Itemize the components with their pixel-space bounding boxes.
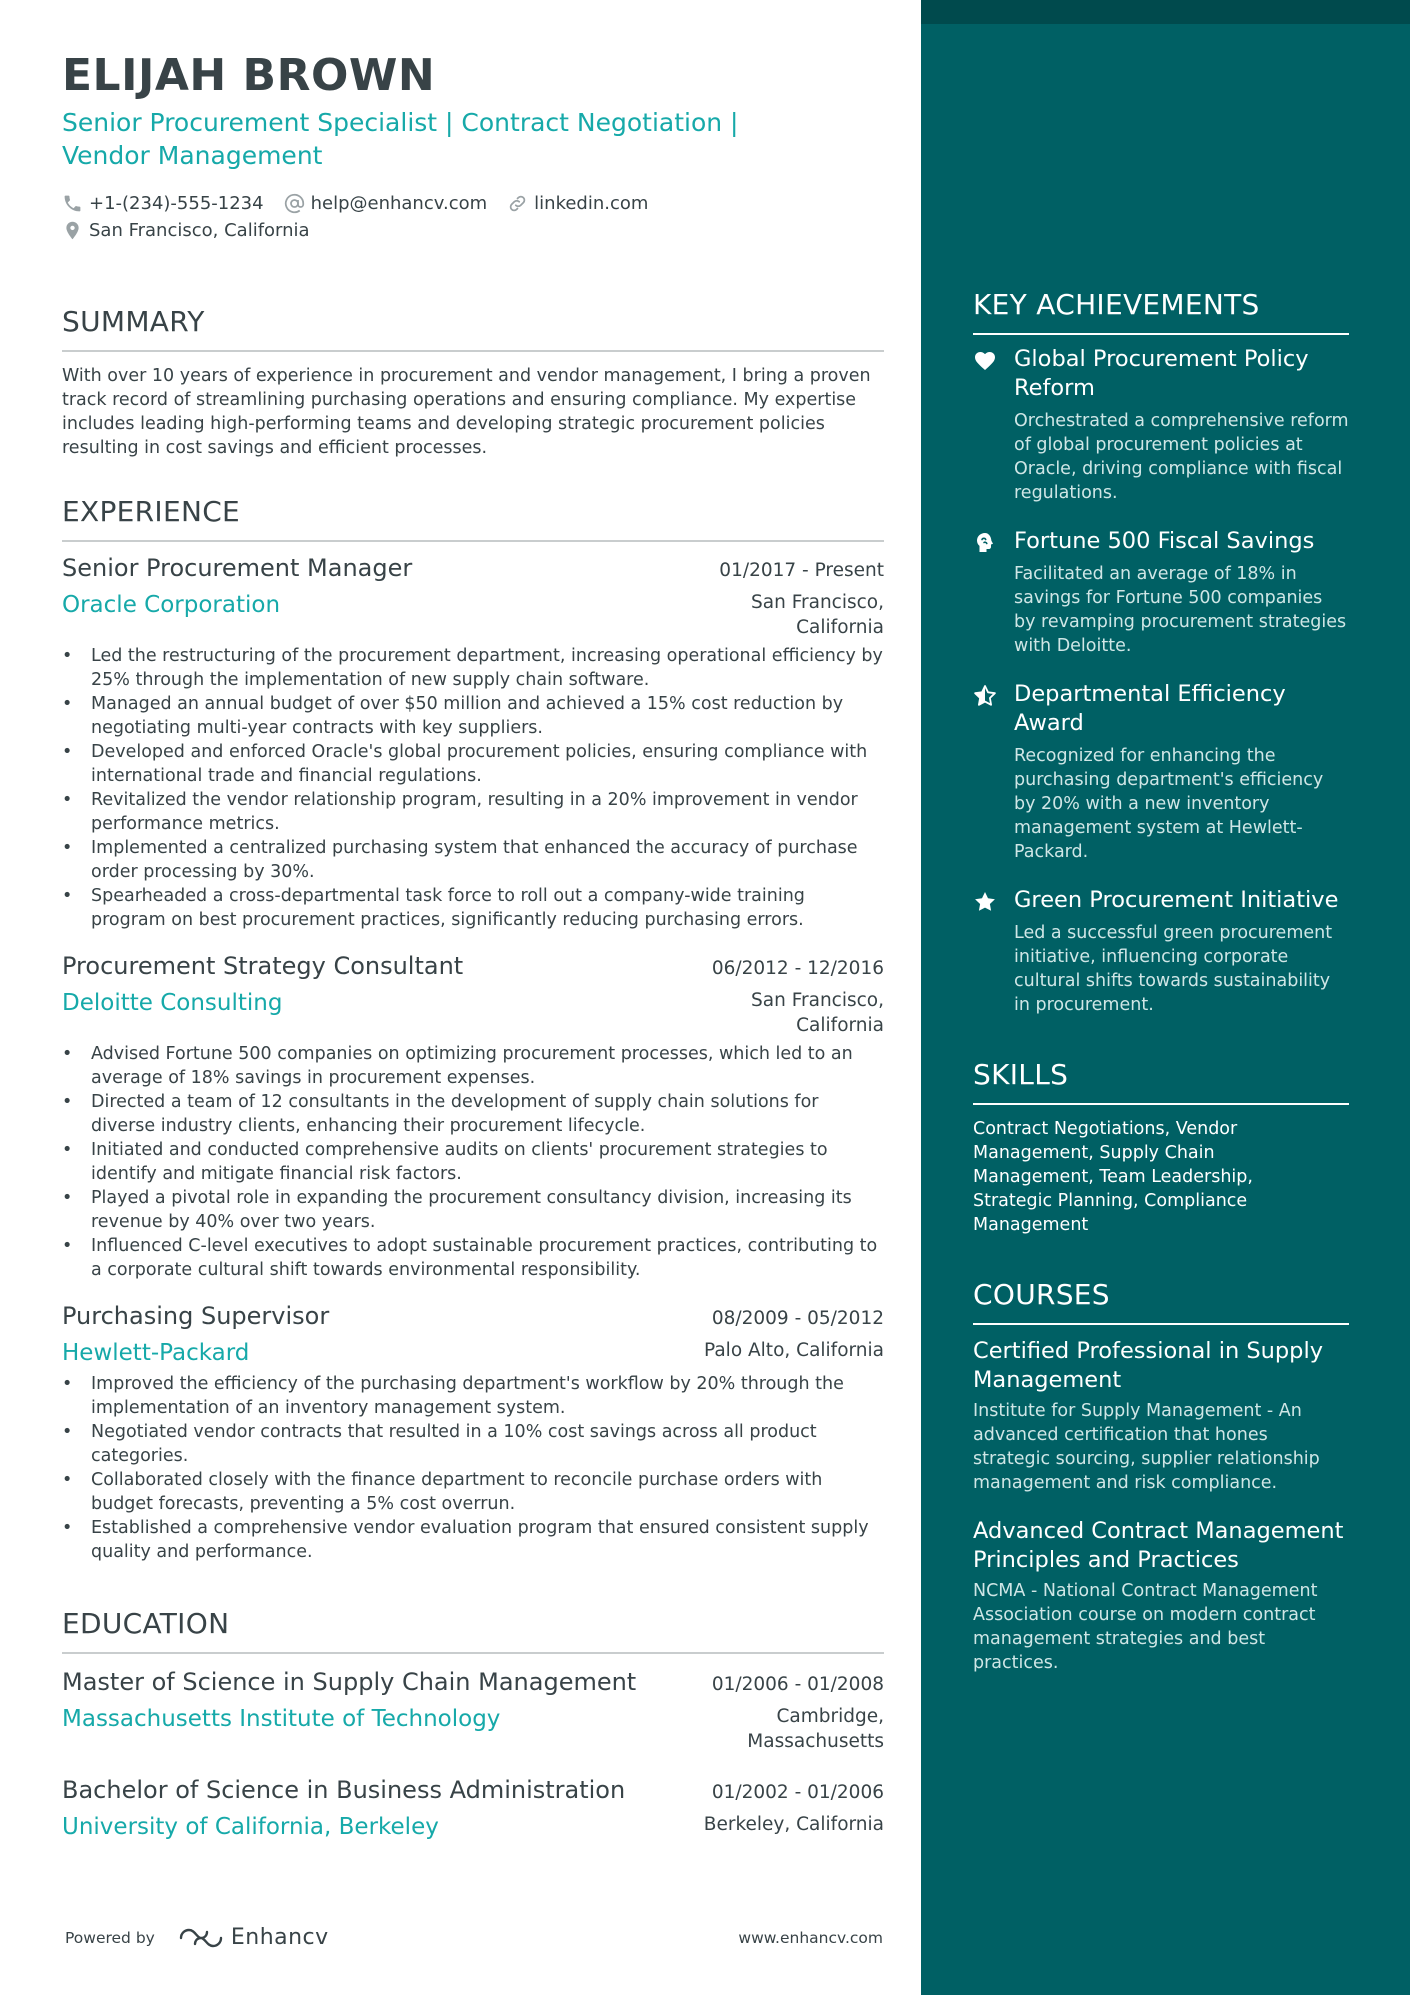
achievement-description: Facilitated an average of 18% in savings for Fortune 500 companies by revamping procurement strategies with Deloitte. <box>1014 564 1347 656</box>
bullet-item: • Implemented a centralized purchasing system that enhanced the accuracy of purchase order processing by 30%. <box>62 836 884 884</box>
experience-section <box>62 494 884 1564</box>
achievement-title: Fortune 500 Fiscal Savings <box>1014 528 1315 554</box>
achievement-description: Orchestrated a comprehensive reform of global procurement policies at Oracle, driving compliance with fiscal regulations. <box>1014 411 1349 503</box>
bullet-item: • Collaborated closely with the finance department to reconcile purchase orders with budget forecasts, preventing a 5% cost overrun. <box>62 1468 884 1516</box>
main-column <box>62 48 884 1842</box>
location-contact <box>62 217 310 244</box>
brain-icon <box>973 531 997 555</box>
summary-text: With over 10 years of experience in procurement and vendor management, I bring a proven track record of streamlining purchasing operations and ensuring compliance. My expertise includes leading high-performing teams and developing strategic procurement policies resulting in cost savings and efficient processes. <box>62 366 871 458</box>
email-contact[interactable] <box>284 190 488 217</box>
job-date: 06/2012 - 12/2016 <box>711 958 884 979</box>
star-icon <box>973 890 997 914</box>
courses-section <box>973 1277 1349 1675</box>
course-description: Institute for Supply Management - An advanced certification that hones strategic sourcing, supplier relationship management and risk compliance. <box>973 1401 1320 1493</box>
job-bullets <box>62 1042 884 1282</box>
phone-icon <box>62 193 83 214</box>
footer <box>65 1925 883 1950</box>
education-entry <box>62 1774 884 1842</box>
phone-text: +1-(234)-555-1234 <box>89 193 264 214</box>
bullet-item: • Managed an annual budget of over $50 million and achieved a 15% cost reduction by negotiating multi-year contracts with key suppliers. <box>62 692 884 740</box>
course-title: Advanced Contract Management Principles and Practices <box>973 1518 1344 1573</box>
education-section <box>62 1606 884 1842</box>
skills-list: Contract Negotiations, Vendor Management, Supply Chain Management, Team Leadership, Strategic Planning, Compliance Management <box>973 1119 1253 1235</box>
job-entry <box>62 552 884 932</box>
sidebar-content <box>973 287 1349 1675</box>
bullet-item: • Advised Fortune 500 companies on optimizing procurement processes, which led to an average of 18% savings in procurement expenses. <box>62 1042 884 1090</box>
achievement-item <box>973 680 1349 864</box>
school-name[interactable]: Massachusetts Institute of Technology <box>62 1706 501 1732</box>
job-entry <box>62 1300 884 1564</box>
bullet-item: • Developed and enforced Oracle's global procurement policies, ensuring compliance with international trade and financial regulations. <box>62 740 884 788</box>
enhancv-logo[interactable] <box>177 1925 329 1950</box>
linkedin-text: linkedin.com <box>534 193 649 214</box>
education-location: Berkeley, California <box>703 1814 884 1835</box>
job-location: San Francisco, California <box>751 990 884 1036</box>
education-heading: EDUCATION <box>62 1606 884 1654</box>
education-date: 01/2006 - 01/2008 <box>711 1674 884 1695</box>
summary-section <box>62 304 884 460</box>
experience-heading: EXPERIENCE <box>62 494 884 542</box>
phone-contact[interactable] <box>62 190 264 217</box>
sidebar <box>921 0 1410 1995</box>
email-text: help@enhancv.com <box>310 193 488 214</box>
bullet-item: • Initiated and conducted comprehensive audits on clients' procurement strategies to identify and mitigate financial risk factors. <box>62 1138 884 1186</box>
half-star-icon <box>973 684 997 708</box>
achievement-title: Green Procurement Initiative <box>1014 887 1339 913</box>
job-bullets <box>62 644 884 932</box>
headline <box>62 106 822 172</box>
courses-heading: COURSES <box>973 1277 1349 1325</box>
headline-line-2: Vendor Management <box>62 141 323 170</box>
bullet-item: • Influenced C-level executives to adopt sustainable procurement practices, contributing to a corporate cultural shift towards environmental responsibility. <box>62 1234 884 1282</box>
job-title: Procurement Strategy Consultant <box>62 952 464 980</box>
school-name[interactable]: University of California, Berkeley <box>62 1814 439 1840</box>
job-title: Purchasing Supervisor <box>62 1302 330 1330</box>
enhancv-brand: Enhancv <box>230 1925 329 1950</box>
achievement-title: Departmental Efficiency Award <box>1014 681 1286 736</box>
achievement-item <box>973 345 1349 505</box>
job-company[interactable]: Deloitte Consulting <box>62 990 283 1016</box>
degree-title: Master of Science in Supply Chain Management <box>62 1668 637 1696</box>
achievements-heading: KEY ACHIEVEMENTS <box>973 287 1349 335</box>
bullet-item: • Directed a team of 12 consultants in the development of supply chain solutions for diverse industry clients, enhancing their procurement lifecycle. <box>62 1090 884 1138</box>
job-date: 08/2009 - 05/2012 <box>711 1308 884 1329</box>
achievement-item <box>973 886 1349 1017</box>
course-item <box>973 1337 1349 1495</box>
link-icon <box>507 193 528 214</box>
degree-title: Bachelor of Science in Business Administration <box>62 1776 626 1804</box>
enhancv-logo-icon <box>177 1926 225 1950</box>
headline-line-1: Senior Procurement Specialist | Contract Negotiation | <box>62 108 739 137</box>
linkedin-contact[interactable] <box>507 190 648 217</box>
job-company[interactable]: Oracle Corporation <box>62 592 281 618</box>
location-pin-icon <box>62 220 83 241</box>
candidate-name: ELIJAH BROWN <box>62 50 436 101</box>
powered-by-label: Powered by <box>65 1928 155 1947</box>
footer-url[interactable]: www.enhancv.com <box>738 1928 883 1947</box>
bullet-item: • Negotiated vendor contracts that resulted in a 10% cost savings across all product categories. <box>62 1420 884 1468</box>
contact-info <box>62 190 884 244</box>
bullet-item: • Spearheaded a cross-departmental task force to roll out a company-wide training program on best procurement practices, significantly reducing purchasing errors. <box>62 884 884 932</box>
education-location: Cambridge, Massachusetts <box>747 1706 884 1752</box>
education-entry <box>62 1666 884 1754</box>
at-icon <box>284 193 305 214</box>
achievement-title: Global Procurement Policy Reform <box>1014 346 1309 401</box>
bullet-item: • Played a pivotal role in expanding the procurement consultancy division, increasing its revenue by 40% over two years. <box>62 1186 884 1234</box>
heart-icon <box>973 349 997 373</box>
course-description: NCMA - National Contract Management Association course on modern contract management strategies and best practices. <box>973 1581 1318 1673</box>
job-date: 01/2017 - Present <box>719 560 884 581</box>
sidebar-top-band <box>921 0 1410 24</box>
job-location: Palo Alto, California <box>704 1340 884 1361</box>
summary-heading: SUMMARY <box>62 304 884 352</box>
achievements-section <box>973 287 1349 1017</box>
job-bullets <box>62 1372 884 1564</box>
bullet-item: • Established a comprehensive vendor evaluation program that ensured consistent supply quality and performance. <box>62 1516 884 1564</box>
job-location: San Francisco, California <box>751 592 884 638</box>
job-title: Senior Procurement Manager <box>62 554 413 582</box>
bullet-item: • Led the restructuring of the procurement department, increasing operational efficiency by 25% through the implementation of new supply chain software. <box>62 644 884 692</box>
achievement-description: Recognized for enhancing the purchasing department's efficiency by 20% with a new inventory management system at Hewlett-Packard. <box>1014 746 1324 862</box>
skills-section <box>973 1057 1349 1237</box>
course-item <box>973 1517 1349 1675</box>
job-entry <box>62 950 884 1282</box>
education-date: 01/2002 - 01/2006 <box>711 1782 884 1803</box>
job-company[interactable]: Hewlett-Packard <box>62 1340 250 1366</box>
achievement-description: Led a successful green procurement initiative, influencing corporate cultural shifts towards sustainability in procurement. <box>1014 923 1333 1015</box>
bullet-item: • Improved the efficiency of the purchasing department's workflow by 20% through the implementation of an inventory management system. <box>62 1372 884 1420</box>
bullet-item: • Revitalized the vendor relationship program, resulting in a 20% improvement in vendor performance metrics. <box>62 788 884 836</box>
achievement-item <box>973 527 1349 658</box>
skills-heading: SKILLS <box>973 1057 1349 1105</box>
course-title: Certified Professional in Supply Management <box>973 1338 1324 1393</box>
location-text: San Francisco, California <box>89 220 310 241</box>
